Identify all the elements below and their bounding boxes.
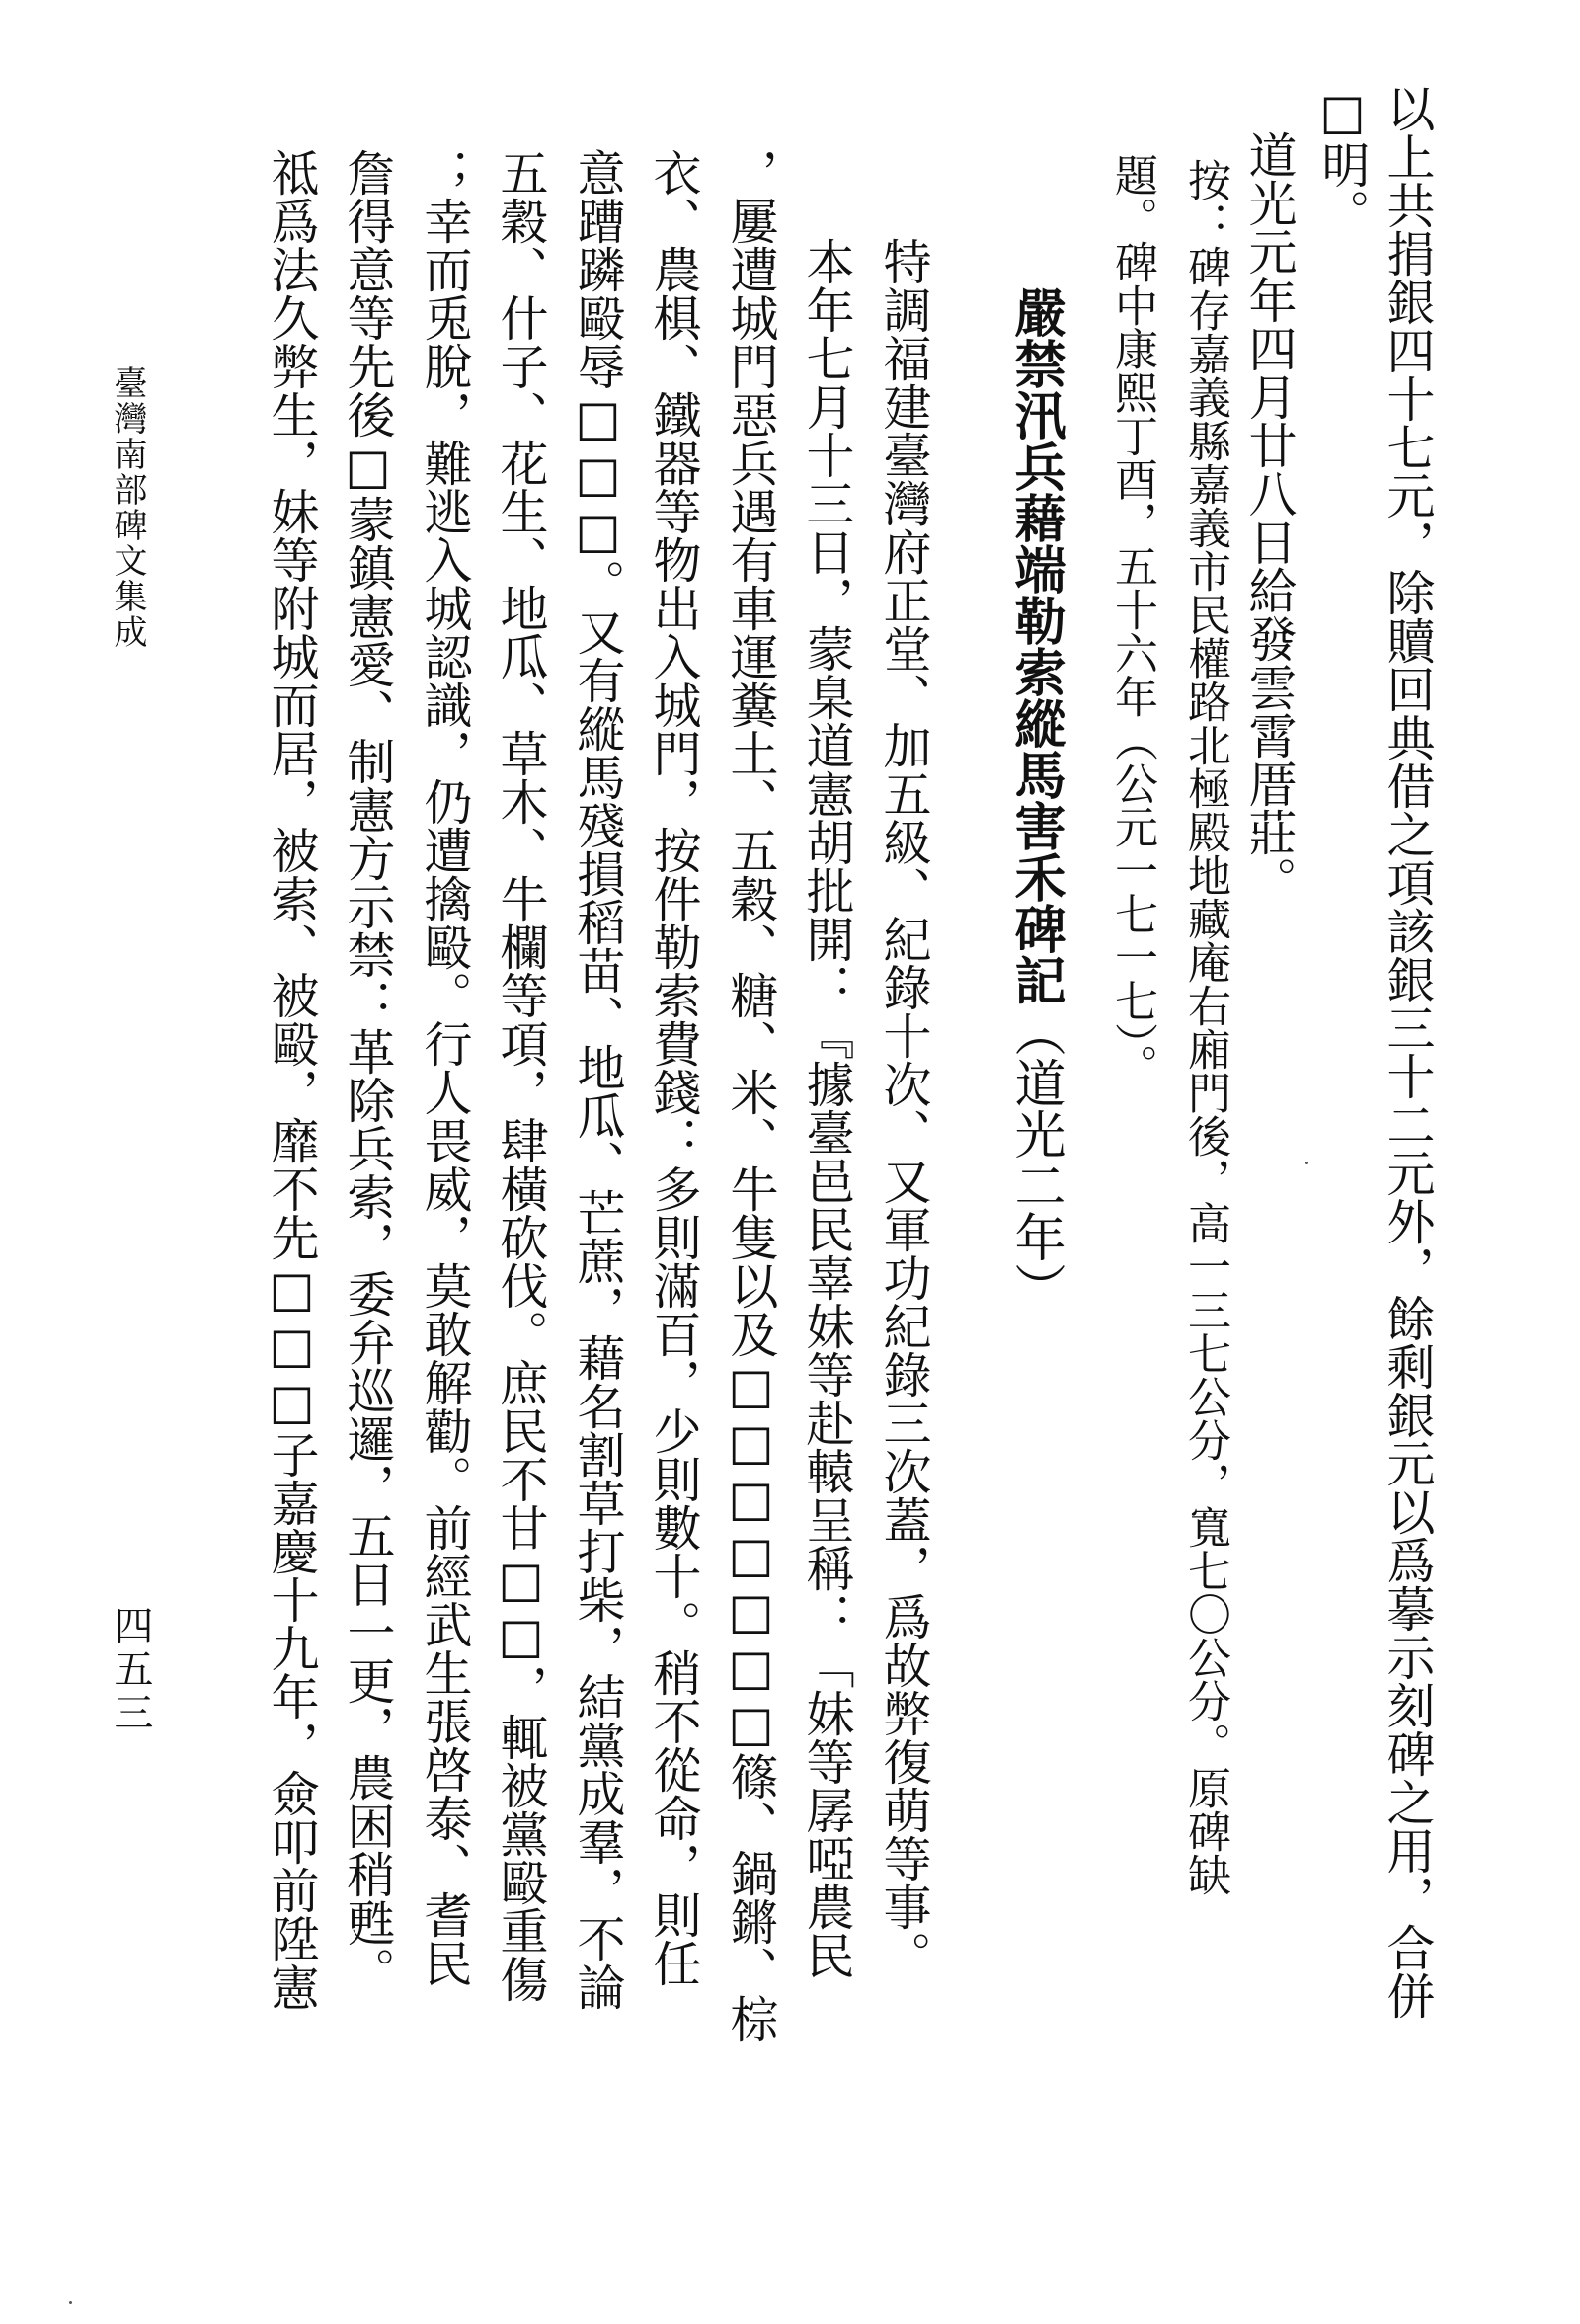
body-column: 祗爲法久弊生，妹等附城而居，被索、被毆，靡不先□□□子嘉慶十九年，僉叩前陞憲 — [264, 148, 320, 2011]
book-title: 臺灣南部碑文集成 — [108, 365, 147, 650]
text-column: 以上共捐銀四十七元，除贖回典借之項該銀三十二元外，餘剩銀元以爲摹示刻碑之用，合併 — [1380, 84, 1436, 2020]
body-column: 衣、農椇、鐵器等物出入城門，按件勒索費錢：多則滿百，少則數十。稍不從命，則任 — [646, 148, 702, 1987]
body-column: ；幸而兎脫，難逃入城認識，仍遭擒毆。行人畏威，莫敢解勸。前經武生張啓泰、耆民 — [417, 148, 473, 1987]
section-title-text: 嚴禁汛兵藉端勒索縱馬害禾碑記 — [1005, 286, 1066, 1005]
section-title — [1005, 286, 1066, 1314]
body-column: ，屢遭城門惡兵遇有車運糞土、五穀、糖、米、牛隻以及□□□□□□□篠、鍋鏘、棕 — [723, 148, 779, 2043]
body-column: 詹得意等先後□蒙鎮憲愛、制憲方示禁：革除兵索，委弁巡邏，五日一更，農困稍甦。 — [340, 148, 396, 1995]
body-column: 本年七月十三日，蒙臬道憲胡批開：『據臺邑民辜妹等赴轅呈稱：「妹等孱啞農民 — [799, 237, 855, 1979]
body-column: 特調福建臺灣府正堂、加五級、紀錄十次、又軍功紀錄三次蓋，爲故弊復萌等事。 — [876, 237, 932, 1979]
note-column: 按：碑存嘉義縣嘉義市民權路北極殿地藏庵右廂門後，高一三七公分，寬七〇公分。原碑缺 — [1180, 158, 1230, 1896]
section-title-year: （道光二年） — [1005, 1005, 1065, 1314]
page-number: 四五三 — [108, 1605, 153, 1735]
note-column: 題。碑中康熙丁酉，五十六年（公元一七一七）。 — [1107, 153, 1157, 1087]
body-column: 五穀、什子、花生、地瓜、草木、牛欄等項，肆橫砍伐。庶民不甘□□，輒被黨毆重傷 — [493, 148, 549, 2003]
scan-speck — [1305, 1162, 1308, 1164]
body-column: 意蹧蹸毆辱□□□。又有縱馬殘損稻苗、地瓜、芒蔗，藉名割草打柴，結黨成羣，不論 — [570, 148, 626, 2011]
scan-speck — [69, 2301, 72, 2304]
text-column: 道光元年四月廿八日給發雲霄厝莊。 — [1241, 130, 1298, 905]
text-column: □明。 — [1314, 84, 1371, 237]
